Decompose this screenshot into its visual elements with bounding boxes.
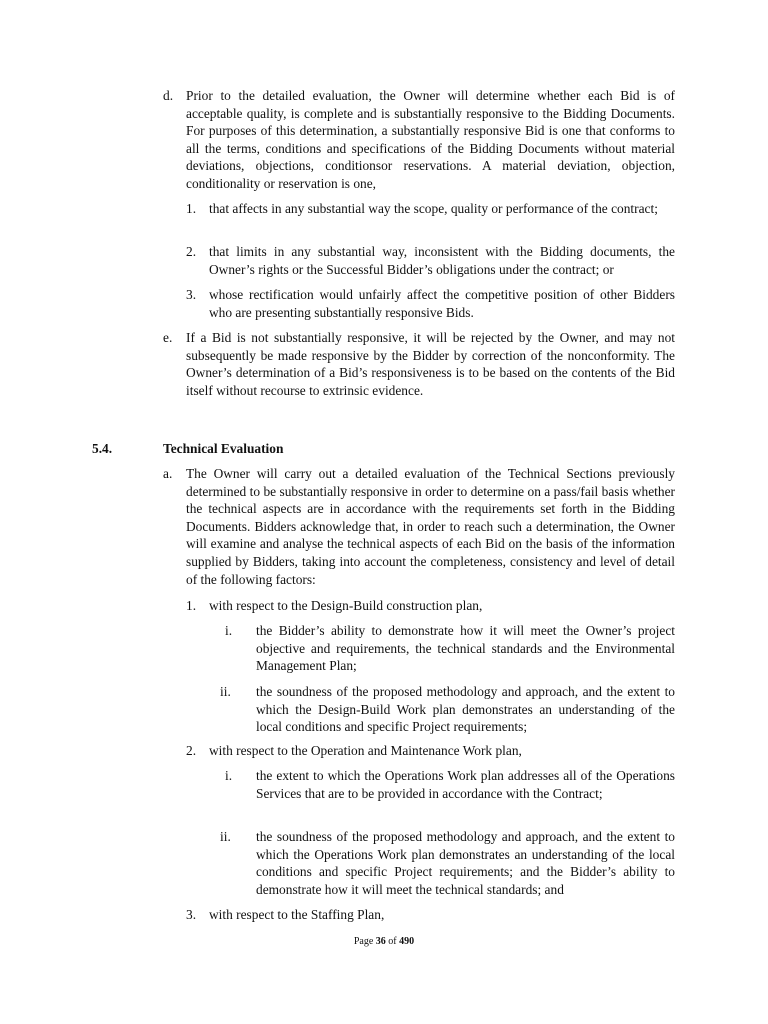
page-of-label: of — [385, 936, 400, 947]
list-marker: i. — [225, 623, 233, 638]
section-title: Technical Evaluation — [163, 441, 284, 456]
list-marker: e. — [163, 330, 173, 345]
list-item: the extent to which the Operations Work plan addresses all of the Operations Services that are to be provided in accordance with the Contract; — [256, 768, 675, 801]
page-label: Page — [353, 936, 376, 947]
list-item: the soundness of the proposed methodology and approach, and the extent to which the Design-Build Work plan demonstrates an understanding of the local conditions and specific Project requirements; — [256, 684, 675, 735]
list-item: that limits in any substantial way, inconsistent with the Bidding documents, the Owner’s rights or the Successful Bidder’s obligations under the contract; or — [209, 244, 675, 277]
page-total: 490 — [399, 936, 415, 947]
page-current: 36 — [375, 936, 386, 947]
paragraph-item-e: If a Bid is not substantially responsive, it will be rejected by the Owner, and may not subsequently be made responsive by the Bidder by correction of the nonconformity. The Owner’s determination of a Bid’s responsiveness is to be based on the contents of the Bid itself without recourse to extrinsic evidence. — [186, 330, 675, 398]
list-marker: 2. — [186, 743, 197, 758]
section-number: 5.4. — [92, 441, 113, 456]
list-item: that affects in any substantial way the scope, quality or performance of the contract; — [209, 201, 658, 216]
list-marker: 1. — [186, 201, 197, 216]
list-marker: 3. — [186, 907, 197, 922]
list-item: whose rectification would unfairly affect the competitive position of other Bidders who are presenting substantially responsive Bids. — [209, 287, 675, 320]
list-marker: d. — [163, 88, 174, 103]
list-marker: ii. — [220, 684, 231, 699]
paragraph-item-d: Prior to the detailed evaluation, the Owner will determine whether each Bid is of acceptable quality, is complete and is substantially responsive to the Bidding Documents. For purposes of this determination, a substantially responsive Bid is one that conforms to all the terms, conditions and specifications of the Bidding Documents without material deviations, objections, conditionsor reservations. A material deviation, objection, conditionality or reservation is one, — [186, 88, 675, 191]
list-marker: 1. — [186, 598, 197, 613]
list-item: the soundness of the proposed methodology and approach, and the extent to which the Operations Work plan demonstrates an understanding of the local conditions and specific Project requirements; and the Bidder’s ability to demonstrate how it will meet the technical standards; and — [256, 829, 675, 897]
list-marker: 2. — [186, 244, 197, 259]
list-item: with respect to the Design-Build construction plan, — [209, 598, 483, 613]
list-item: with respect to the Staffing Plan, — [209, 907, 385, 922]
list-item: with respect to the Operation and Maintenance Work plan, — [209, 743, 522, 758]
list-marker: i. — [225, 768, 233, 783]
paragraph-item-a: The Owner will carry out a detailed evaluation of the Technical Sections previously determined to be substantially responsive in order to determine on a pass/fail basis whether the technical aspects are in accordance with the requirements set forth in the Bidding Documents. Bidders acknowledge that, in order to reach such a determination, the Owner will examine and analyse the technical aspects of each Bid on the basis of the information supplied by Bidders, taking into account the completeness, consistency and level of detail of the following factors: — [186, 466, 675, 587]
list-marker: 3. — [186, 287, 197, 302]
list-item: the Bidder’s ability to demonstrate how it will meet the Owner’s project objective and requirements, the technical standards and the Environmental Management Plan; — [256, 623, 675, 674]
page-footer — [0, 936, 768, 948]
list-marker: a. — [163, 466, 173, 481]
list-marker: ii. — [220, 829, 231, 844]
